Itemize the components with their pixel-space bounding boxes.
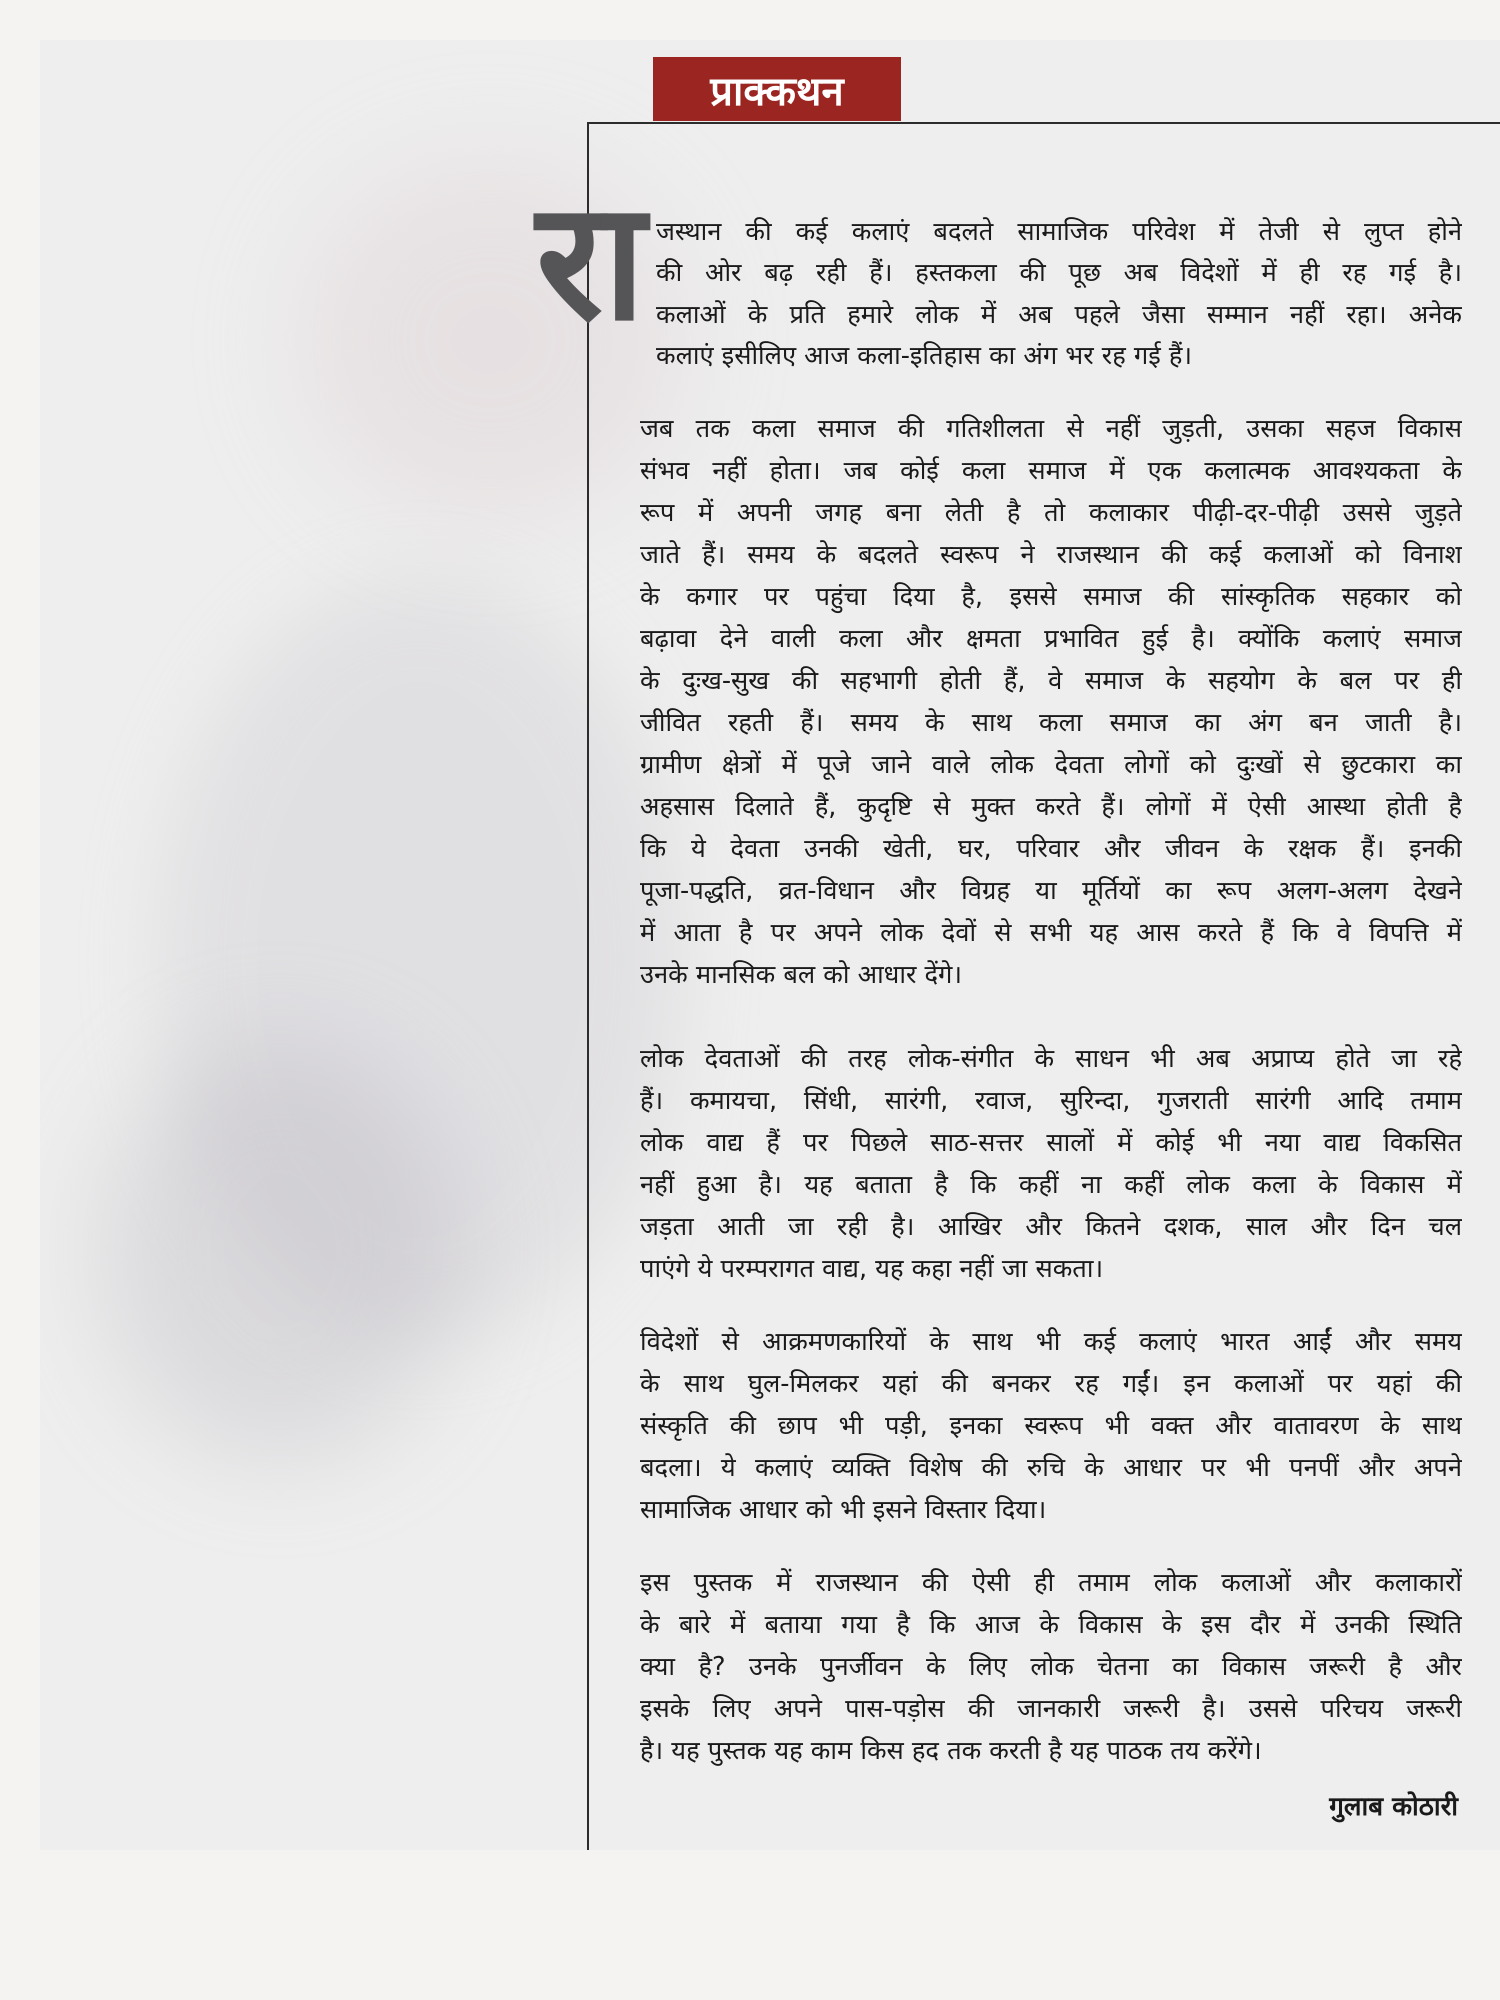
text-line: क्या है? उनके पुनर्जीवन के लिए लोक चेतना का विकास जरूरी है और xyxy=(640,1652,1462,1682)
text-line: में आता है पर अपने लोक देवों से सभी यह आस करते हैं कि वे विपत्ति में xyxy=(640,918,1462,948)
text-line: इस पुस्तक में राजस्थान की ऐसी ही तमाम लोक कलाओं और कलाकारों xyxy=(640,1568,1462,1598)
text-line: जाते हैं। समय के बदलते स्वरूप ने राजस्थान की कई कलाओं को विनाश xyxy=(640,540,1462,570)
text-line: बदला। ये कलाएं व्यक्ति विशेष की रुचि के आधार पर भी पनपीं और अपने xyxy=(640,1453,1462,1483)
text-line: संभव नहीं होता। जब कोई कला समाज में एक कलात्मक आवश्यकता के xyxy=(640,456,1462,486)
text-line: के बारे में बताया गया है कि आज के विकास के इस दौर में उनकी स्थिति xyxy=(640,1610,1462,1640)
text-line: जड़ता आती जा रही है। आखिर और कितने दशक, साल और दिन चल xyxy=(640,1212,1462,1242)
text-line: जस्थान की कई कलाएं बदलते सामाजिक परिवेश में तेजी से लुप्त होने xyxy=(656,217,1462,247)
text-line: नहीं हुआ है। यह बताता है कि कहीं ना कहीं लोक कला के विकास में xyxy=(640,1170,1462,1200)
text-line: इसके लिए अपने पास-पड़ोस की जानकारी जरूरी है। उससे परिचय जरूरी xyxy=(640,1694,1462,1724)
text-line: पाएंगे ये परम्परागत वाद्य, यह कहा नहीं जा सकता। xyxy=(640,1254,1104,1284)
page-title: प्राक्कथन xyxy=(653,57,901,121)
text-line: रूप में अपनी जगह बना लेती है तो कलाकार पीढ़ी-दर-पीढ़ी उससे जुड़ते xyxy=(640,498,1462,528)
text-line: जीवित रहती हैं। समय के साथ कला समाज का अंग बन जाती है। xyxy=(640,708,1462,738)
top-rule xyxy=(587,122,1500,124)
text-line: संस्कृति की छाप भी पड़ी, इनका स्वरूप भी वक्त और वातावरण के साथ xyxy=(640,1411,1462,1441)
text-line: कलाएं इसीलिए आज कला-इतिहास का अंग भर रह गई हैं। xyxy=(656,341,1193,371)
text-line: की ओर बढ़ रही हैं। हस्तकला की पूछ अब विदेशों में ही रह गई है। xyxy=(656,258,1462,288)
background-image-shade xyxy=(100,1040,460,1460)
text-line: कि ये देवता उनकी खेती, घर, परिवार और जीवन के रक्षक हैं। इनकी xyxy=(640,834,1462,864)
text-line: सामाजिक आधार को भी इसने विस्तार दिया। xyxy=(640,1495,1047,1525)
text-line: पूजा-पद्धति, व्रत-विधान और विग्रह या मूर्तियों का रूप अलग-अलग देखने xyxy=(640,876,1462,906)
text-line: कलाओं के प्रति हमारे लोक में अब पहले जैसा सम्मान नहीं रहा। अनेक xyxy=(656,300,1462,330)
text-line: ग्रामीण क्षेत्रों में पूजे जाने वाले लोक देवता लोगों को दुःखों से छुटकारा का xyxy=(640,750,1462,780)
text-line: विदेशों से आक्रमणकारियों के साथ भी कई कलाएं भारत आईं और समय xyxy=(640,1327,1462,1357)
text-line: है। यह पुस्तक यह काम किस हद तक करती है यह पाठक तय करेंगे। xyxy=(640,1736,1262,1766)
text-line: जब तक कला समाज की गतिशीलता से नहीं जुड़ती, उसका सहज विकास xyxy=(640,414,1462,444)
author-signature: गुलाब कोठारी xyxy=(1329,1792,1458,1822)
text-line: के दुःख-सुख की सहभागी होती हैं, वे समाज के सहयोग के बल पर ही xyxy=(640,666,1462,696)
left-rule xyxy=(587,122,589,1850)
text-line: हैं। कमायचा, सिंधी, सारंगी, रवाज, सुरिन्दा, गुजराती सारंगी आदि तमाम xyxy=(640,1086,1462,1116)
text-line: अहसास दिलाते हैं, कुदृष्टि से मुक्त करते हैं। लोगों में ऐसी आस्था होती है xyxy=(640,792,1462,822)
text-line: बढ़ावा देने वाली कला और क्षमता प्रभावित हुई है। क्योंकि कलाएं समाज xyxy=(640,624,1462,654)
text-line: के कगार पर पहुंचा दिया है, इससे समाज की सांस्कृतिक सहकार को xyxy=(640,582,1462,612)
text-line: के साथ घुल-मिलकर यहां की बनकर रह गईं। इन कलाओं पर यहां की xyxy=(640,1369,1462,1399)
text-line: लोक देवताओं की तरह लोक-संगीत के साधन भी अब अप्राप्य होते जा रहे xyxy=(640,1044,1462,1074)
dropcap-letter: रा xyxy=(536,166,646,357)
text-line: लोक वाद्य हैं पर पिछले साठ-सत्तर सालों में कोई भी नया वाद्य विकसित xyxy=(640,1128,1462,1158)
text-line: उनके मानसिक बल को आधार देंगे। xyxy=(640,960,963,990)
